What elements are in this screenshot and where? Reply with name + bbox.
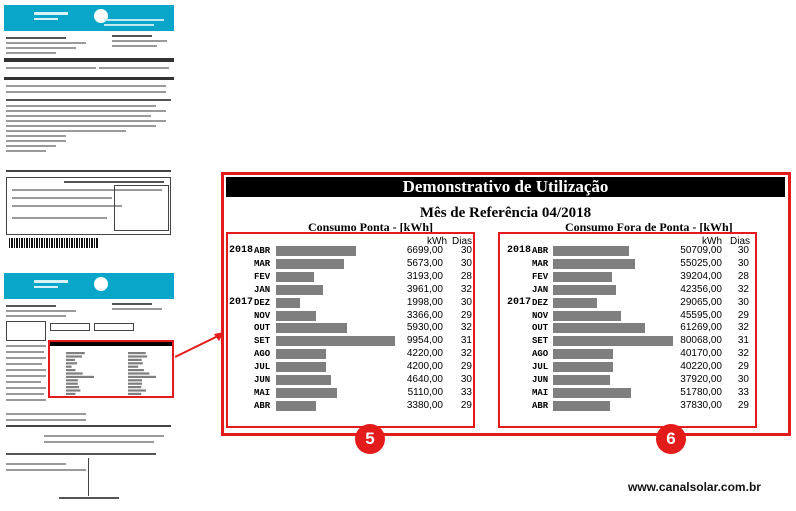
fora_ponta-month-label: JUL xyxy=(532,362,549,373)
ponta-month-label: MAR xyxy=(254,258,271,269)
ponta-bar xyxy=(276,246,356,256)
ponta-month-label: NOV xyxy=(254,310,271,321)
fora_ponta-month-label: MAR xyxy=(532,258,549,269)
ponta-month-label: ABR xyxy=(254,400,271,411)
ponta-kwh-value: 5673,00 xyxy=(406,257,443,269)
fora_ponta-bar xyxy=(553,246,629,256)
fora_ponta-month-label: JAN xyxy=(532,284,549,295)
fora_ponta-month-label: ABR xyxy=(532,246,549,256)
ponta-month-label: JAN xyxy=(254,284,271,295)
ponta-dias-value: 28 xyxy=(460,270,472,282)
fora_ponta-month-label: MAI xyxy=(532,387,549,398)
ponta-month-label: JUL xyxy=(254,362,271,373)
fora_ponta-dias-value: 31 xyxy=(737,335,749,347)
ponta-month-label: DEZ xyxy=(254,297,271,308)
fora_ponta-dias-value: 30 xyxy=(737,245,749,256)
ponta-month-label: FEV xyxy=(254,271,271,282)
fora_ponta-kwh-value: 40220,00 xyxy=(680,361,722,373)
ponta-bar xyxy=(276,311,316,321)
ponta-dias-value: 30 xyxy=(460,374,472,385)
ponta-month-label: MAI xyxy=(254,387,271,398)
ponta-dias-value: 30 xyxy=(460,245,472,256)
fora_ponta-dias-value: 29 xyxy=(737,309,749,321)
ponta-kwh-header: kWh xyxy=(427,236,447,247)
ponta-kwh-value: 3961,00 xyxy=(406,283,443,295)
fora_ponta-kwh-value: 40170,00 xyxy=(680,348,722,360)
bill-thumbnail-top xyxy=(4,5,174,250)
ponta-dias-value: 32 xyxy=(460,322,472,334)
ponta-kwh-value: 9954,00 xyxy=(406,335,443,347)
ponta-dias-value: 32 xyxy=(460,348,472,360)
badge-5: 5 xyxy=(355,424,385,454)
fora_ponta-bar xyxy=(553,272,612,282)
ponta-title: Consumo Ponta - [kWh] xyxy=(308,220,434,234)
bill-header-bar xyxy=(4,5,174,31)
utility-logo-icon xyxy=(94,277,108,291)
ponta-kwh-value: 6699,00 xyxy=(406,245,443,256)
ponta-bar xyxy=(276,349,326,359)
ponta-bar xyxy=(276,298,300,308)
fora_ponta-bar xyxy=(553,388,631,398)
fora_ponta-dias-value: 28 xyxy=(737,270,749,282)
fora_ponta-kwh-value: 42356,00 xyxy=(680,283,722,295)
fora_ponta-dias-value: 29 xyxy=(737,361,749,373)
fora_ponta-bar xyxy=(553,323,645,333)
ponta-bar xyxy=(276,272,314,282)
badge-6: 6 xyxy=(656,424,686,454)
ponta-dias-value: 29 xyxy=(460,361,472,373)
fora_ponta-bar xyxy=(553,375,610,385)
ponta-dias-value: 29 xyxy=(460,399,472,411)
ponta-month-label: OUT xyxy=(254,323,271,334)
fora_ponta-dias-value: 32 xyxy=(737,283,749,295)
ponta-dias-value: 33 xyxy=(460,386,472,398)
ponta-kwh-value: 4220,00 xyxy=(406,348,443,360)
fora_ponta-month-label: JUN xyxy=(532,375,549,385)
fora_ponta-kwh-value: 29065,00 xyxy=(680,296,722,308)
ponta-kwh-value: 3366,00 xyxy=(406,309,443,321)
fora-ponta-title: Consumo Fora de Ponta - [kWh] xyxy=(565,220,733,234)
fora_ponta-bar xyxy=(553,336,673,346)
fora_ponta-kwh-value: 50709,00 xyxy=(680,245,722,256)
ponta-bar xyxy=(276,362,326,372)
fora_ponta-month-label: AGO xyxy=(532,349,549,360)
ponta-month-label: AGO xyxy=(254,349,271,360)
ponta-dias-value: 30 xyxy=(460,257,472,269)
ponta-bar xyxy=(276,375,331,385)
fora_ponta-year-label: 2017 xyxy=(507,296,532,308)
fora_ponta-kwh-value: 51780,00 xyxy=(680,386,722,398)
fora_ponta-kwh-value: 80068,00 xyxy=(680,335,722,347)
panel-title: Demonstrativo de Utilização xyxy=(402,177,609,196)
fora_ponta-kwh-value: 45595,00 xyxy=(680,309,722,321)
ponta-kwh-value: 1998,00 xyxy=(406,296,443,308)
fora_ponta-dias-value: 32 xyxy=(737,322,749,334)
bill-header-bar xyxy=(4,273,174,299)
fora_ponta-month-label: OUT xyxy=(532,323,549,334)
ponta-bar xyxy=(276,336,395,346)
site-credit: www.canalsolar.com.br xyxy=(628,480,761,494)
fora_ponta-dias-value: 30 xyxy=(737,374,749,385)
reference-month: Mês de Referência 04/2018 xyxy=(419,205,592,221)
fora_ponta-dias-value: 29 xyxy=(737,399,749,411)
ponta-dias-header: Dias xyxy=(452,236,473,247)
ponta-kwh-value: 3380,00 xyxy=(406,399,443,411)
fora_ponta-bar xyxy=(553,401,610,411)
fora_ponta-kwh-value: 55025,00 xyxy=(680,257,722,269)
fora_ponta-kwh-value: 39204,00 xyxy=(680,270,722,282)
ponta-bar xyxy=(276,323,347,333)
ponta-bar xyxy=(276,388,337,398)
fora_ponta-bar xyxy=(553,362,613,372)
fora_ponta-dias-value: 30 xyxy=(737,296,749,308)
ponta-dias-value: 29 xyxy=(460,309,472,321)
fora_ponta-bar xyxy=(553,298,597,308)
fora_ponta-bar xyxy=(553,259,635,269)
ponta-kwh-value: 4640,00 xyxy=(406,374,443,385)
ponta-kwh-value: 3193,00 xyxy=(406,270,443,282)
fora_ponta-month-label: ABR xyxy=(532,400,549,411)
ponta-kwh-value: 5930,00 xyxy=(406,322,443,334)
fora_ponta-dias-value: 33 xyxy=(737,386,749,398)
ponta-kwh-value: 4200,00 xyxy=(406,361,443,373)
ponta-year-label: 2017 xyxy=(229,296,254,308)
fora_ponta-month-label: SET xyxy=(532,336,549,347)
ponta-month-label: SET xyxy=(254,336,271,347)
ponta-kwh-value: 5110,00 xyxy=(407,386,443,398)
fora_ponta-month-label: DEZ xyxy=(532,297,549,308)
fora_ponta-kwh-value: 37920,00 xyxy=(680,374,722,385)
ponta-month-label: JUN xyxy=(254,375,271,385)
fora_ponta-bar xyxy=(553,285,616,295)
fora_ponta-bar xyxy=(553,311,621,321)
ponta-bar xyxy=(276,259,344,269)
fora_ponta-kwh-value: 61269,00 xyxy=(680,322,722,334)
fora_ponta-bar xyxy=(553,349,613,359)
ponta-dias-value: 30 xyxy=(460,296,472,308)
fora_ponta-dias-value: 32 xyxy=(737,348,749,360)
ponta-year-label: 2018 xyxy=(229,245,254,256)
fora-ponta-dias-header: Dias xyxy=(730,236,751,247)
ponta-bar xyxy=(276,285,323,295)
ponta-dias-value: 32 xyxy=(460,283,472,295)
fora_ponta-kwh-value: 37830,00 xyxy=(680,399,722,411)
highlight-box-thumbnail xyxy=(48,340,174,398)
fora_ponta-year-label: 2018 xyxy=(507,245,532,256)
fora_ponta-month-label: FEV xyxy=(532,271,549,282)
fora_ponta-month-label: NOV xyxy=(532,310,549,321)
ponta-month-label: ABR xyxy=(254,246,271,256)
fora_ponta-dias-value: 30 xyxy=(737,257,749,269)
ponta-bar xyxy=(276,401,316,411)
barcode xyxy=(9,238,99,248)
ponta-dias-value: 31 xyxy=(460,335,472,347)
fora-ponta-kwh-header: kWh xyxy=(702,236,722,247)
